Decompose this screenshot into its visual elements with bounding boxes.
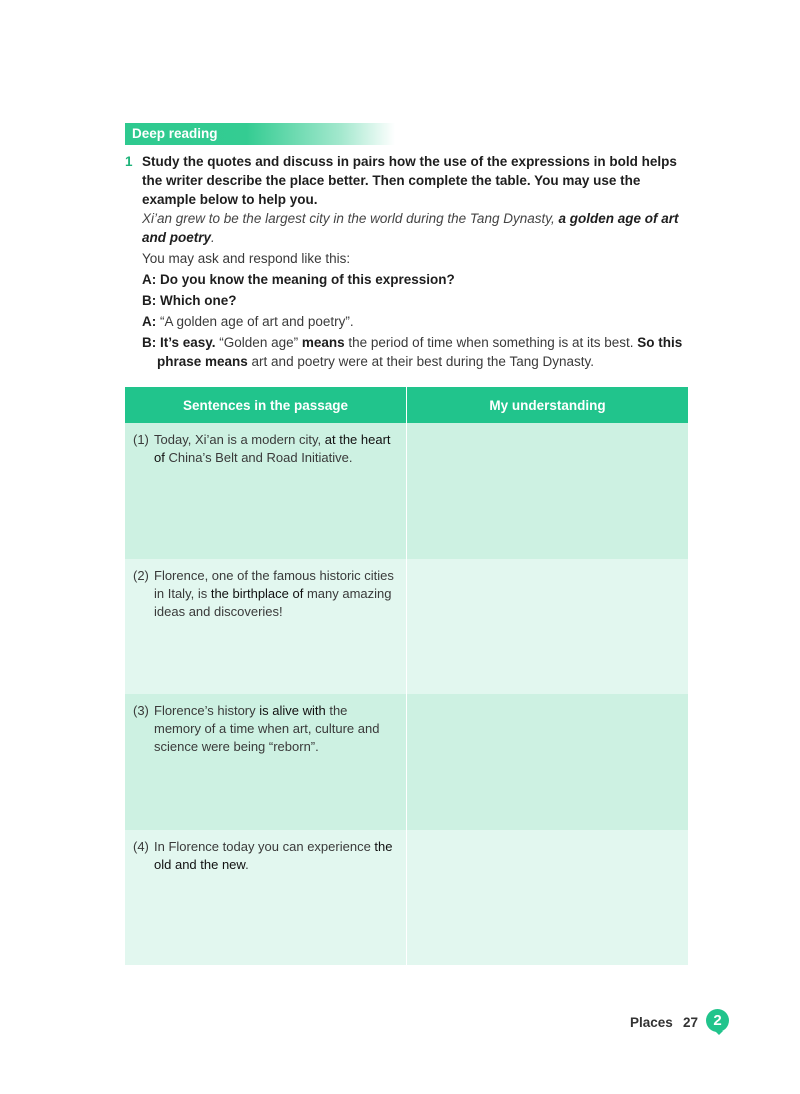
dialog-line-b2: B: It’s easy. “Golden age” means the period of time when something is at its best. So this phrase means art and poetry were at their best during the Tang Dynasty. (142, 335, 683, 369)
exercise-block (125, 152, 685, 371)
section-title-banner: Deep reading (125, 123, 395, 145)
sentence-cell: (4) In Florence today you can experience the old and the new. (125, 830, 407, 966)
dialog-line-b1: B: Which one? (142, 293, 237, 308)
bold-expression: is alive with (259, 703, 326, 718)
header-sentences: Sentences in the passage (125, 387, 407, 423)
bold-expression: the birthplace of (210, 585, 304, 601)
footer-unit-label: Places (630, 1015, 673, 1030)
understanding-cell[interactable] (407, 830, 689, 966)
answer-table (125, 387, 688, 965)
understanding-cell[interactable] (407, 694, 689, 830)
header-understanding: My understanding (407, 387, 689, 423)
table-row (125, 559, 688, 695)
understanding-cell[interactable] (407, 559, 689, 695)
table-header-row (125, 387, 688, 423)
example-bold-expression: a golden age of art and poetry (142, 211, 679, 245)
dialog-line-a1: A: Do you know the meaning of this expression? (142, 272, 455, 287)
exercise-instruction: Study the quotes and discuss in pairs how the use of the expressions in bold helps the writer describe the place better. Then complete the table. You may use the example below to help you. (142, 154, 677, 207)
page-number: 27 (683, 1015, 699, 1030)
understanding-cell[interactable] (407, 423, 689, 559)
table-row (125, 694, 688, 830)
bold-expression: the old and the new (154, 838, 393, 872)
exercise-number: 1 (125, 154, 133, 169)
sentence-cell: (2) Florence, one of the famous historic cities in Italy, is the birthplace of many amazing ideas and discoveries! (125, 559, 407, 695)
dialog-line-a2: A: “A golden age of art and poetry”. (142, 314, 354, 329)
unit-number-badge: 2 (706, 1009, 729, 1032)
dialog-intro: You may ask and respond like this: (142, 251, 351, 266)
sentence-cell: (3) Florence’s history is alive with the memory of a time when art, culture and science were being “reborn”. (125, 694, 407, 830)
table-row (125, 423, 688, 559)
example-quote: Xi’an grew to be the largest city in the world during the Tang Dynasty, a golden age of art and poetry. (142, 211, 679, 245)
bold-expression: at the heart of (154, 432, 391, 465)
table-row (125, 830, 688, 966)
sentence-cell: (1) Today, Xi’an is a modern city, at the heart of China’s Belt and Road Initiative. (125, 423, 407, 559)
